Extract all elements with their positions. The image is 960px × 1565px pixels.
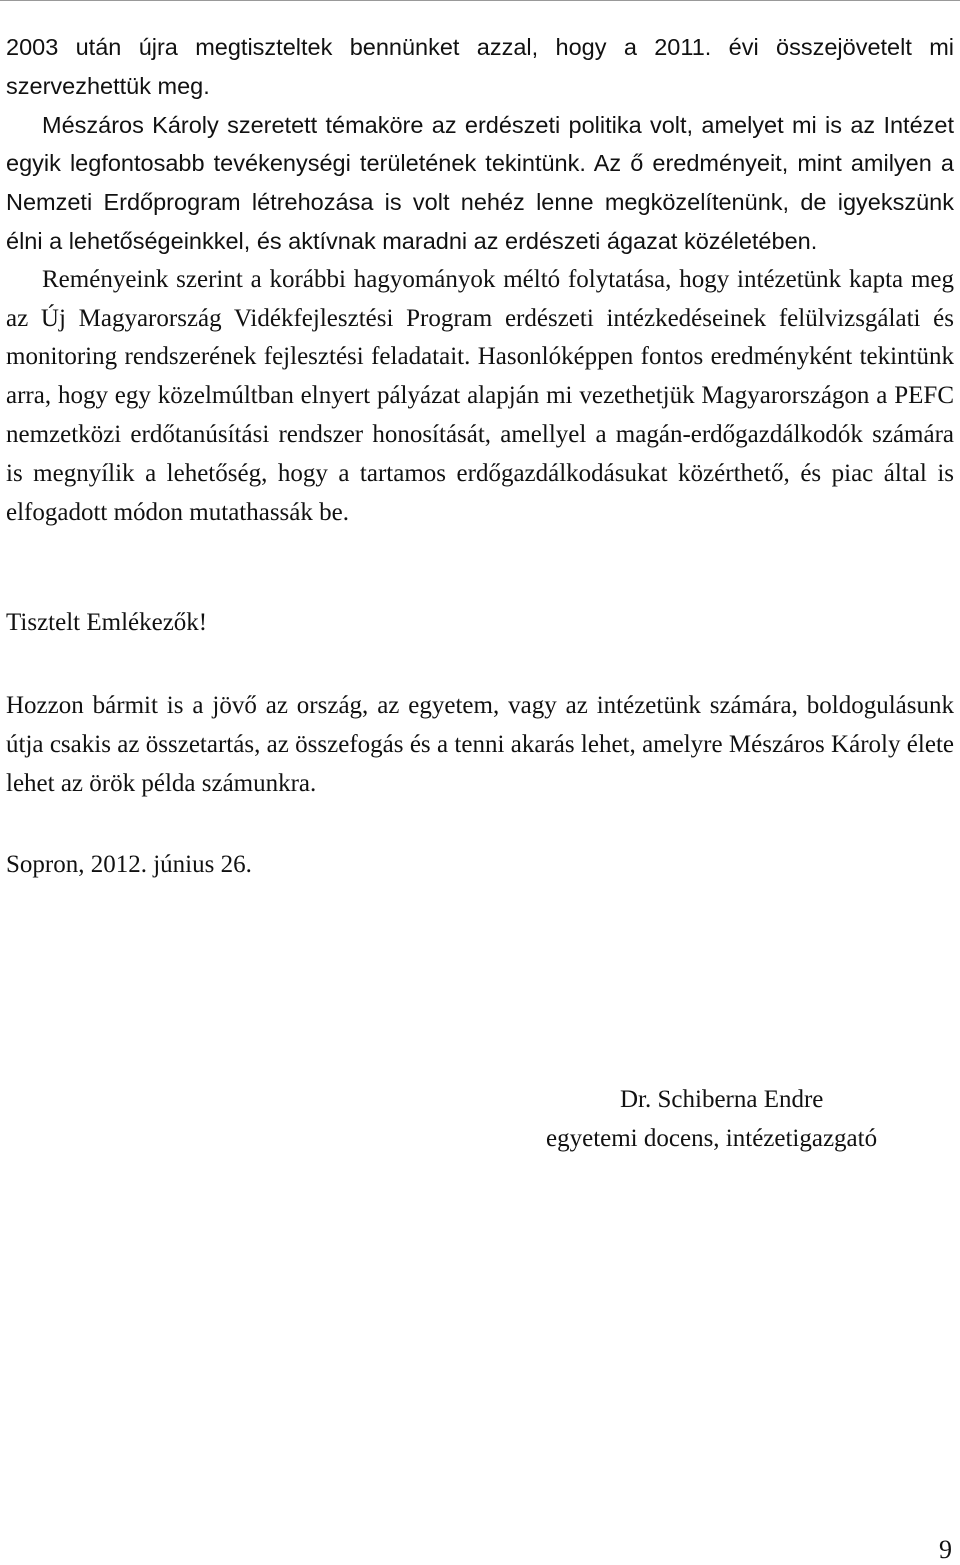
paragraph-meeting-2011: 2003 után újra megtiszteltek bennünket azzal, hogy a 2011. évi összejövetelt mi szervezhettük meg. [6,34,954,99]
paragraph-closing: Hozzon bármit is a jövő az ország, az egyetem, vagy az intézetünk számára, boldogulásunk útja csakis az összetartás, az összefogás és a tenni akarás lehet, amelyre Mészáros Károly élete lehet az örök példa számunkra. [6,692,954,797]
salutation: Tisztelt Emlékezők! [6,609,208,637]
page-body [6,28,954,884]
paragraph-traditions: Reményeink szerint a korábbi hagyományok méltó folytatása, hogy intézetünk kapta meg az Új Magyarország Vidékfejlesztési Program erdészeti intézkedéseinek felülvizsgálati és monitoring rendszerének fejlesztési feladatait. Hasonlóképpen fontos eredményként tekintünk arra, hogy egy közelmúltban elnyert pályázat alapján mi vezethetjük Magyarországon a PEFC nemzetközi erdőtanúsítási rendszer honosítását, amellyel a magán-erdőgazdálkodók számára is megnyílik a lehetőség, hogy a tartamos erdőgazdálkodásukat közérthető, és piac által is elfogadott módon mutathassák be. [6,265,954,526]
header-rule [0,0,960,1]
signatory-name: Dr. Schiberna Endre [620,1086,824,1113]
page-number: 9 [939,1535,952,1564]
dateline: Sopron, 2012. június 26. [6,850,252,878]
signatory-title: egyetemi docens, intézetigazgató [546,1124,878,1152]
paragraph-forest-policy: Mészáros Károly szeretett témaköre az erdészeti politika volt, amelyet mi is az Intézet egyik legfontosabb tevékenységi területének tekintünk. Az ő eredményeit, mint amilyen a Nemzeti Erdőprogram létrehozása is volt nehéz lenne megközelítenünk, de igyekszünk élni a lehetőségeinkkel, és aktívnak maradni az erdészeti ágazat közéletében. [6,111,954,254]
signature-block [546,1081,946,1159]
